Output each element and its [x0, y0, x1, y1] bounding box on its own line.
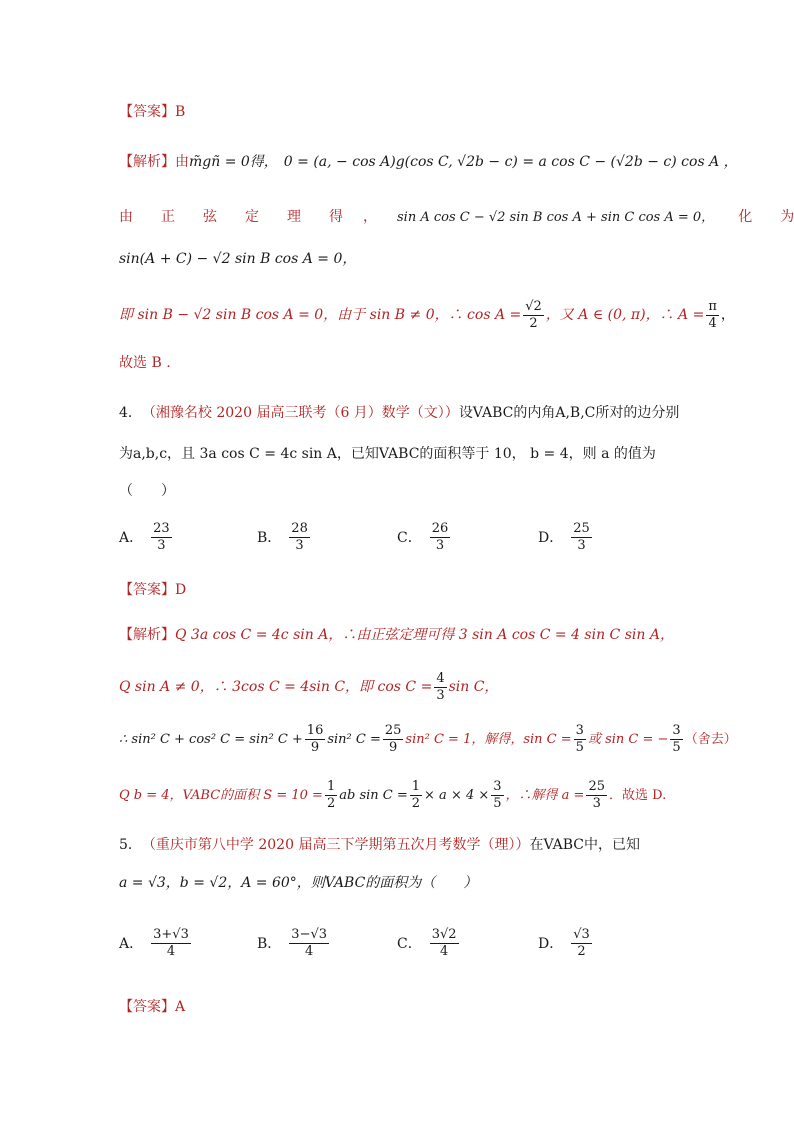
analysis-2-line-1: [119, 628, 675, 642]
answer-tag: 【答案】: [119, 104, 175, 120]
fraction: $\frac{1}{2}$: [411, 778, 421, 811]
analysis-1-line-1: [119, 154, 738, 170]
question-5-line-2: [119, 876, 675, 890]
fraction: $\frac{25}{3}$: [573, 521, 590, 553]
analysis-text: ，: [363, 209, 377, 225]
option-b: B． $\frac{3-√3}{4}$: [257, 927, 328, 959]
analysis-text: 故选 B .: [119, 355, 171, 371]
math-expression: sin A cos C − √2 sin B cos A + sin C cos A = 0，: [397, 209, 715, 225]
math-expression: ，又 A ∈ (0, π)，∴ A =: [545, 307, 705, 323]
analysis-text: 得: [329, 209, 343, 225]
fraction: $\frac{25}{3}$: [588, 778, 606, 811]
analysis-1-line-3: [119, 252, 675, 266]
fraction: $\frac{3}{5}$: [575, 722, 584, 755]
option-d: D． $\frac{25}{3}$: [538, 521, 590, 553]
answer-blank: （ ）: [119, 483, 175, 499]
option-c: C． $\frac{26}{3}$: [397, 521, 449, 553]
math-expression: × a × 4 ×: [424, 787, 490, 803]
fraction: $\frac{\pi}{4}$: [708, 298, 717, 331]
analysis-text: 正: [161, 209, 175, 225]
fraction: $\frac{3}{5}$: [672, 722, 681, 755]
math-expression: sin² C =: [327, 731, 381, 747]
fraction: $\frac{√2}{2}$: [525, 298, 542, 331]
math-expression: 即 sin B − √2 sin B cos A = 0，由于 sin B ≠ 0，∴ cos A =: [119, 307, 522, 323]
fraction: $\frac{4}{3}$: [436, 670, 445, 703]
fraction: $\frac{16}{9}$: [306, 722, 324, 755]
analysis-text: ．故选 D.: [609, 787, 667, 803]
math-expression: ，∴解得 a =: [505, 787, 585, 803]
analysis-text: 定: [245, 209, 259, 225]
question-text: a = √3，b = √2，A = 60°，则VABC的面积为（ ）: [119, 875, 478, 891]
math-expression: m̃gñ = 0得，: [189, 154, 278, 170]
math-expression: ab sin C =: [339, 787, 408, 803]
fraction: $\frac{26}{3}$: [431, 521, 449, 553]
question-number: 4．: [119, 405, 142, 421]
answer-tag: 【答案】: [119, 999, 175, 1015]
math-expression: ，: [720, 307, 735, 323]
analysis-tag: 【解析】: [119, 154, 175, 170]
analysis-text: 弦: [203, 209, 217, 225]
answer-line-1: [119, 105, 675, 119]
analysis-1-line-4: [119, 298, 735, 332]
analysis-1-line-2: [119, 209, 794, 225]
analysis-1-line-5: [119, 356, 675, 370]
math-expression: 0 = (a, − cos A)g(cos C, √2b − c) = a cos C − (√2b − c) cos A ，: [283, 154, 738, 170]
analysis-text: （舍去）: [684, 731, 737, 747]
fraction: $\frac{23}{3}$: [153, 521, 170, 553]
analysis-text: 由: [119, 209, 133, 225]
option-a: A． $\frac{23}{3}$: [119, 521, 170, 553]
option-c: C． $\frac{3√2}{4}$: [397, 927, 457, 959]
fraction: $\frac{3√2}{4}$: [431, 927, 457, 959]
fraction: $\frac{√3}{2}$: [573, 927, 590, 959]
math-expression: 或 sin C = −: [587, 731, 669, 747]
option-b: B． $\frac{28}{3}$: [257, 521, 308, 553]
answer-line-2: [119, 583, 675, 597]
analysis-text: 化: [738, 209, 753, 225]
answer-value: D: [175, 582, 187, 598]
answer-tag: 【答案】: [119, 582, 175, 598]
question-4-line-3: [119, 484, 675, 498]
math-expression: ∴ sin² C + cos² C = sin² C +: [119, 731, 303, 747]
analysis-text: 由: [175, 154, 189, 170]
fraction: $\frac{28}{3}$: [291, 521, 308, 553]
fraction: $\frac{25}{9}$: [384, 722, 402, 755]
question-4-line-1: [119, 405, 680, 421]
fraction: $\frac{3+√3}{4}$: [153, 927, 189, 959]
question-source: （湘豫名校 2020 届高三联考（6 月）数学（文））: [141, 405, 459, 421]
math-expression: sin C，: [448, 679, 499, 695]
question-source: （重庆市第八中学 2020 届高三下学期第五次月考数学（理））: [141, 837, 530, 853]
answer-value: B: [175, 104, 186, 120]
math-expression: Q sin A ≠ 0，∴ 3cos C = 4sin C，即 cos C =: [119, 679, 433, 695]
analysis-2-line-4: [119, 778, 675, 812]
math-expression: Q b = 4，VABC的面积 S = 10 =: [119, 787, 323, 803]
question-number: 5．: [119, 837, 142, 853]
question-text: 设VABC的内角A,B,C所对的边分别: [458, 405, 680, 421]
analysis-text: 理: [287, 209, 301, 225]
option-d: D． $\frac{√3}{2}$: [538, 927, 590, 959]
analysis-text: 为: [780, 209, 794, 225]
fraction: $\frac{1}{2}$: [326, 778, 336, 811]
math-expression: sin² C = 1，解得，sin C =: [405, 731, 572, 747]
analysis-tag: 【解析】: [119, 627, 175, 643]
math-expression: sin(A + C) − √2 sin B cos A = 0，: [119, 251, 357, 267]
option-a: A． $\frac{3+√3}{4}$: [119, 927, 189, 959]
fraction: $\frac{3-√3}{4}$: [291, 927, 328, 959]
question-4-line-2: [119, 447, 675, 461]
math-expression: Q 3a cos C = 4c sin A，∴由正弦定理可得 3 sin A cos C = 4 sin C sin A，: [175, 627, 674, 643]
analysis-2-line-3: [119, 722, 737, 756]
answer-value: A: [175, 999, 186, 1015]
question-text: 在VABC中，已知: [529, 837, 640, 853]
analysis-2-line-2: [119, 670, 675, 704]
fraction: $\frac{3}{5}$: [493, 778, 502, 811]
answer-line-3: [119, 1000, 675, 1014]
question-5-line-1: [119, 838, 675, 852]
question-text: 为a,b,c，且 3a cos C = 4c sin A，已知VABC的面积等于 10， b = 4，则 a 的值为: [119, 446, 656, 462]
